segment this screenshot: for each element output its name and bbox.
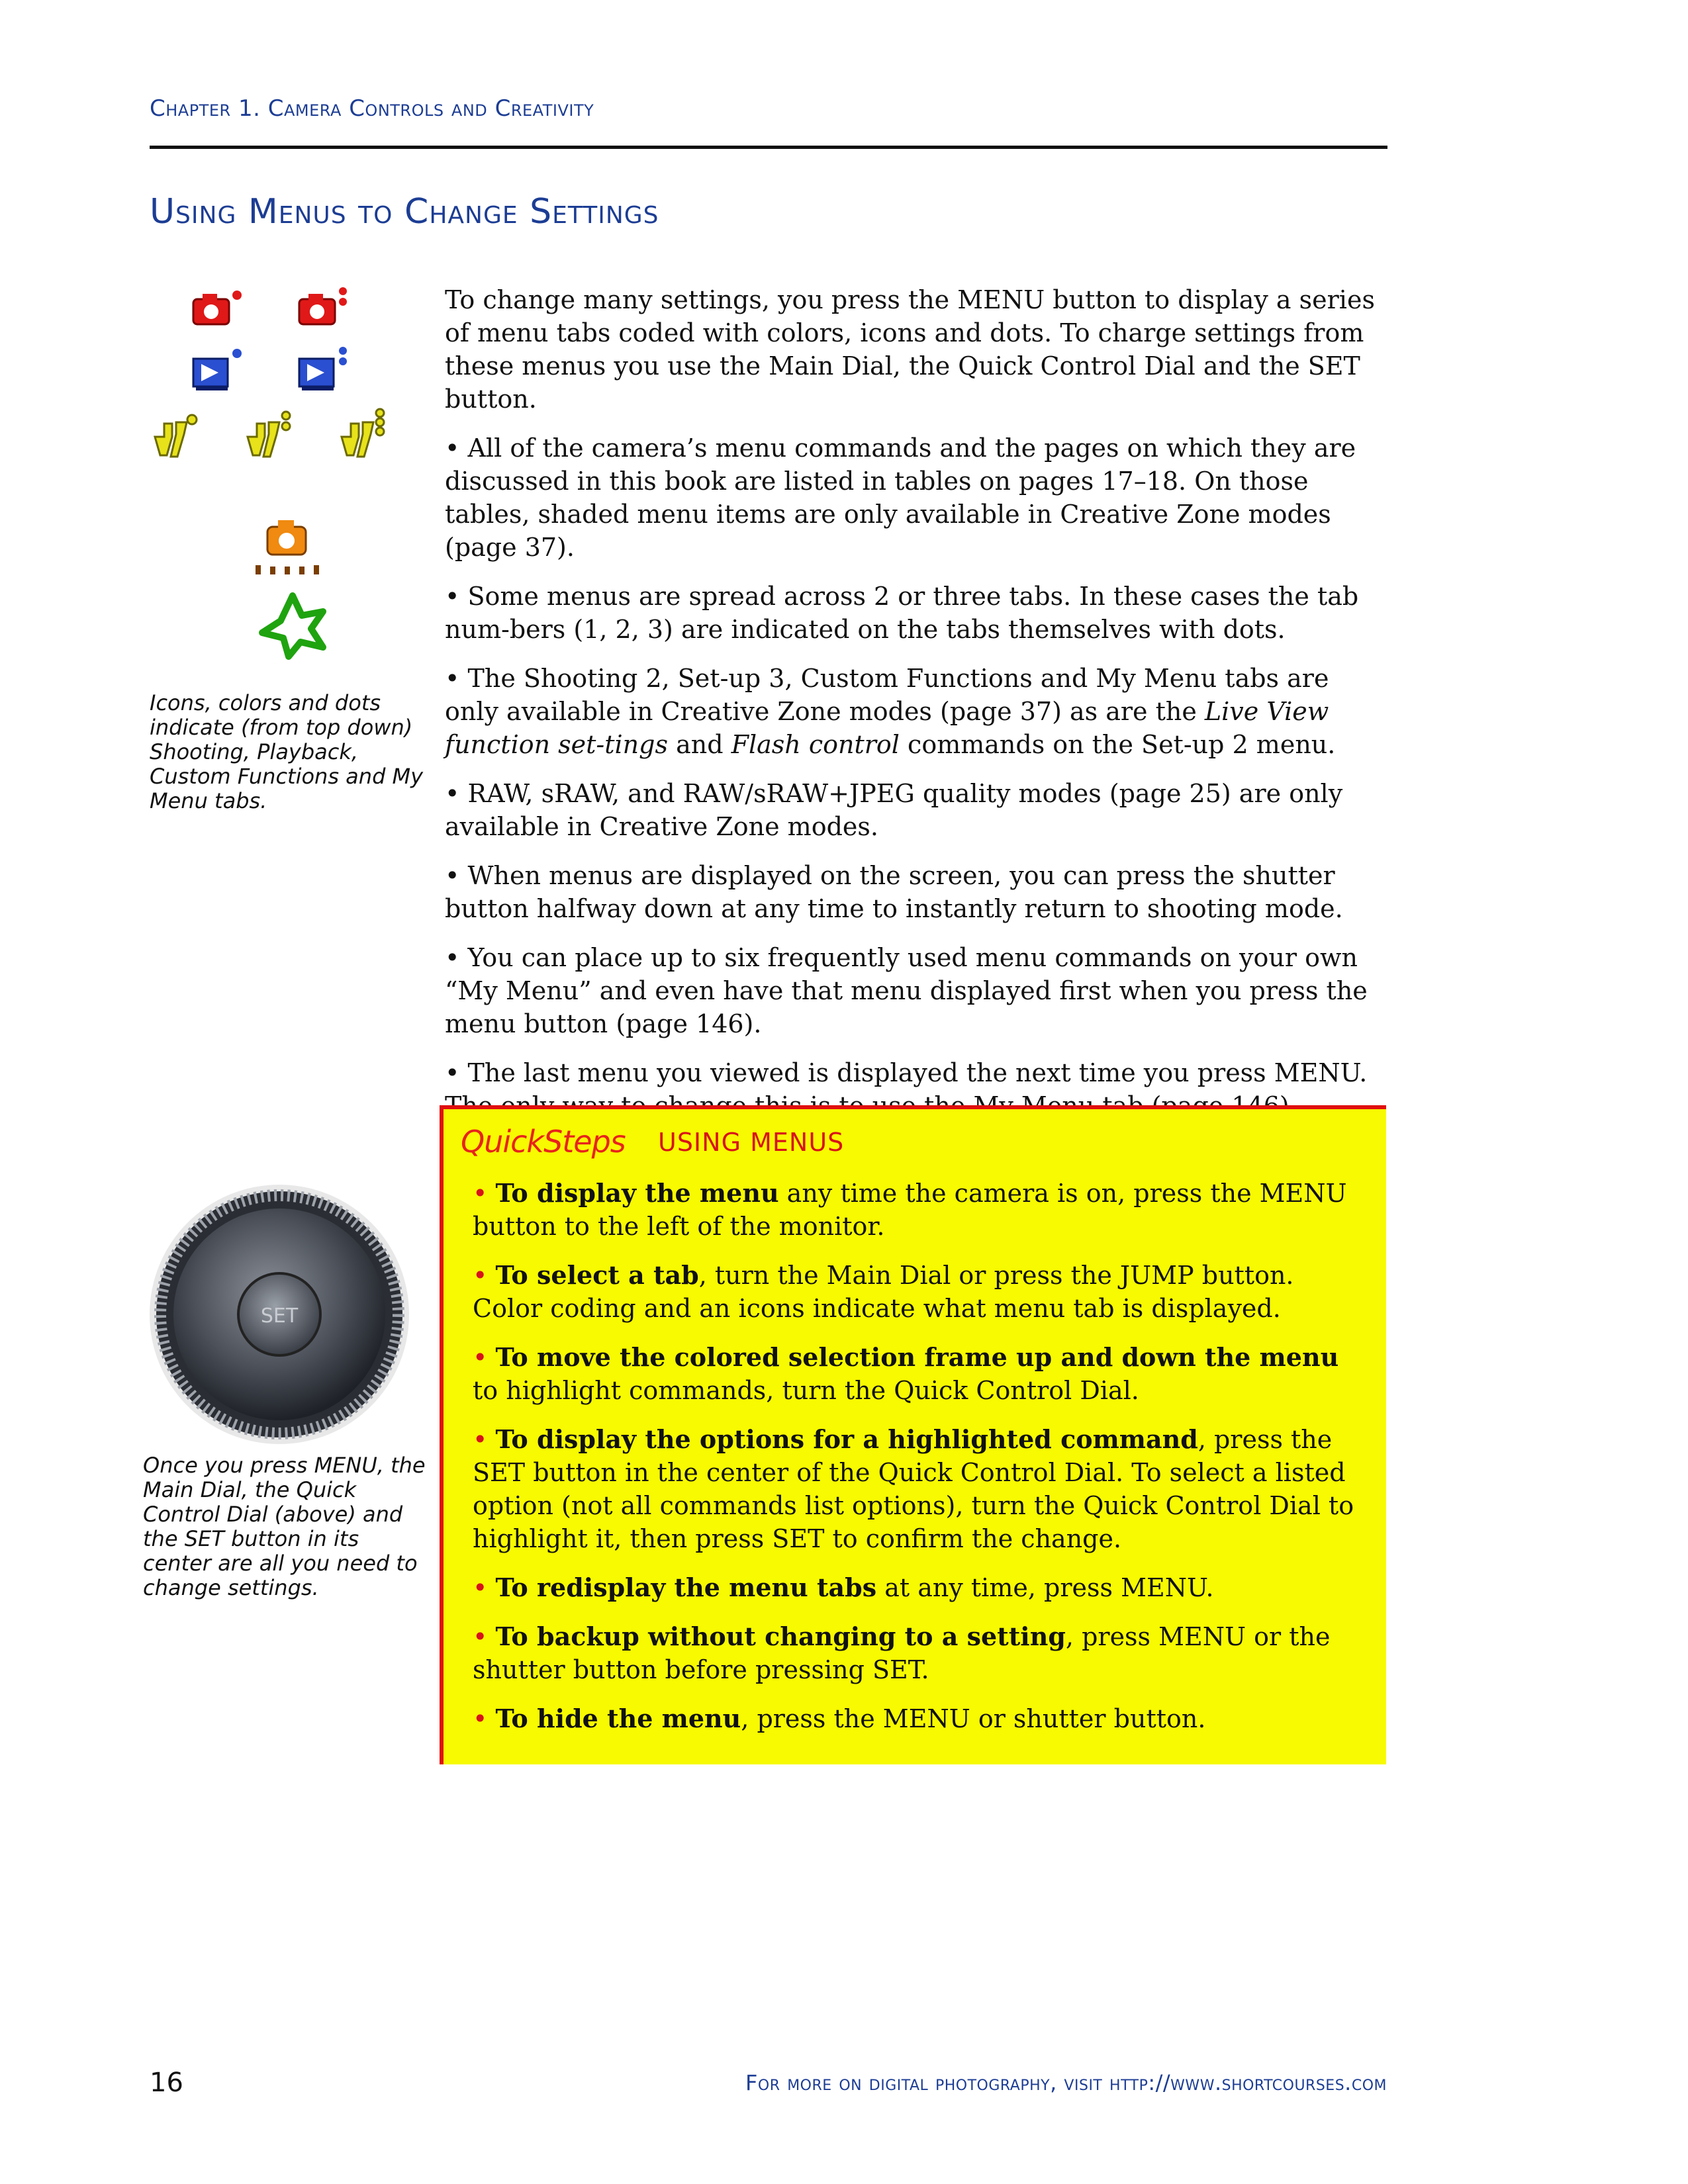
chapter-header: Chapter 1. Camera Controls and Creativity	[150, 95, 594, 122]
quicksteps-box	[440, 1105, 1386, 1764]
footer-link-text[interactable]: For more on digital photography, visit http://www.shortcourses.com	[745, 2070, 1387, 2095]
setup-tab-2-icon	[248, 412, 290, 457]
my-menu-tab-icon	[262, 596, 323, 657]
list-item: • To move the colored selection frame up and down the menu to highlight commands, turn the Quick Control Dial.	[473, 1342, 1339, 1405]
intro-paragraph: To change many settings, you press the MENU button to display a series of menu tabs coded with colors, icons and dots. To charge settings from these menus you use the Main Dial, the Quick Control Dial and the SET button.	[445, 285, 1375, 414]
body-bullet-7: • The last menu you viewed is displayed the next time you press MENU.	[445, 1058, 1368, 1087]
playback-tab-1-icon	[193, 349, 242, 390]
quick-control-dial-image	[147, 1182, 412, 1447]
list-item: • To select a tab, turn the Main Dial or press the JUMP button. Color coding and an icons indicate what menu tab is displayed.	[473, 1260, 1294, 1323]
list-item: • To display the menu any time the camera is on, press the MENU button to the left of the monitor.	[473, 1178, 1347, 1241]
section-title: Using Menus to Change Settings	[150, 192, 659, 232]
body-bullet-6: • You can place up to six frequently used menu commands on your own “My Menu” and even have that menu displayed first when you press the menu button (page 146).	[445, 943, 1368, 1038]
body-text	[445, 283, 1385, 1138]
shooting-tab-2-icon	[299, 287, 347, 324]
page-number: 16	[150, 2068, 183, 2098]
setup-tab-1-icon	[155, 415, 197, 457]
shooting-tab-1-icon	[193, 291, 242, 324]
dial-caption: Once you press MENU, the Main Dial, the Quick Control Dial (above) and the SET button in its center are all you need to change settings.	[143, 1453, 426, 1600]
quicksteps-list	[473, 1177, 1360, 1751]
setup-tab-3-icon	[342, 409, 384, 457]
body-bullet-2: • Some menus are spread across 2 or three tabs. In these cases the tab num-bers (1, 2, 3) are indicated on the tabs themselves with dots.	[445, 582, 1359, 644]
body-bullet-5: • When menus are displayed on the screen, you can press the shutter button halfway down at any time to instantly return to shooting mode.	[445, 861, 1343, 923]
custom-functions-tab-icon	[256, 520, 319, 574]
list-item: • To backup without changing to a setting, press MENU or the shutter button before pressing SET.	[473, 1621, 1331, 1684]
body-bullet-4: • RAW, sRAW, and RAW/sRAW+JPEG quality modes (page 25) are only available in Creative Zone modes.	[445, 779, 1343, 841]
playback-tab-2-icon	[299, 347, 347, 390]
body-bullet-1: • All of the camera’s menu commands and the pages on which they are discussed in this book are listed in tables on pages 17–18. On those tables, shaded menu items are only available in Creative Zone modes (page 37).	[445, 433, 1356, 562]
quicksteps-title: USING MENUS	[658, 1128, 845, 1157]
dial-set-label: SET	[260, 1304, 299, 1328]
list-item: • To display the options for a highlighted command, press the SET button in the center of the Quick Control Dial. To select a listed option (not all commands list options), turn the Quick Control Dial to highlight it, then press SET to confirm the change.	[473, 1424, 1354, 1553]
header-rule	[150, 146, 1387, 149]
icons-caption: Icons, colors and dots indicate (from top down) Shooting, Playback, Custom Functions and My Menu tabs.	[150, 690, 424, 813]
body-bullet-3: • The Shooting 2, Set-up 3, Custom Functions and My Menu tabs are only available in Creative Zone modes (page 37) as are the Live View function set-tings and Flash control commands on the Set-up 2 menu.	[445, 664, 1336, 759]
list-item: • To redisplay the menu tabs at any time, press MENU.	[473, 1572, 1214, 1602]
list-item: • To hide the menu, press the MENU or shutter button.	[473, 1704, 1206, 1733]
quicksteps-logo: QuickSteps	[461, 1124, 626, 1160]
menu-tab-icons	[150, 285, 428, 675]
